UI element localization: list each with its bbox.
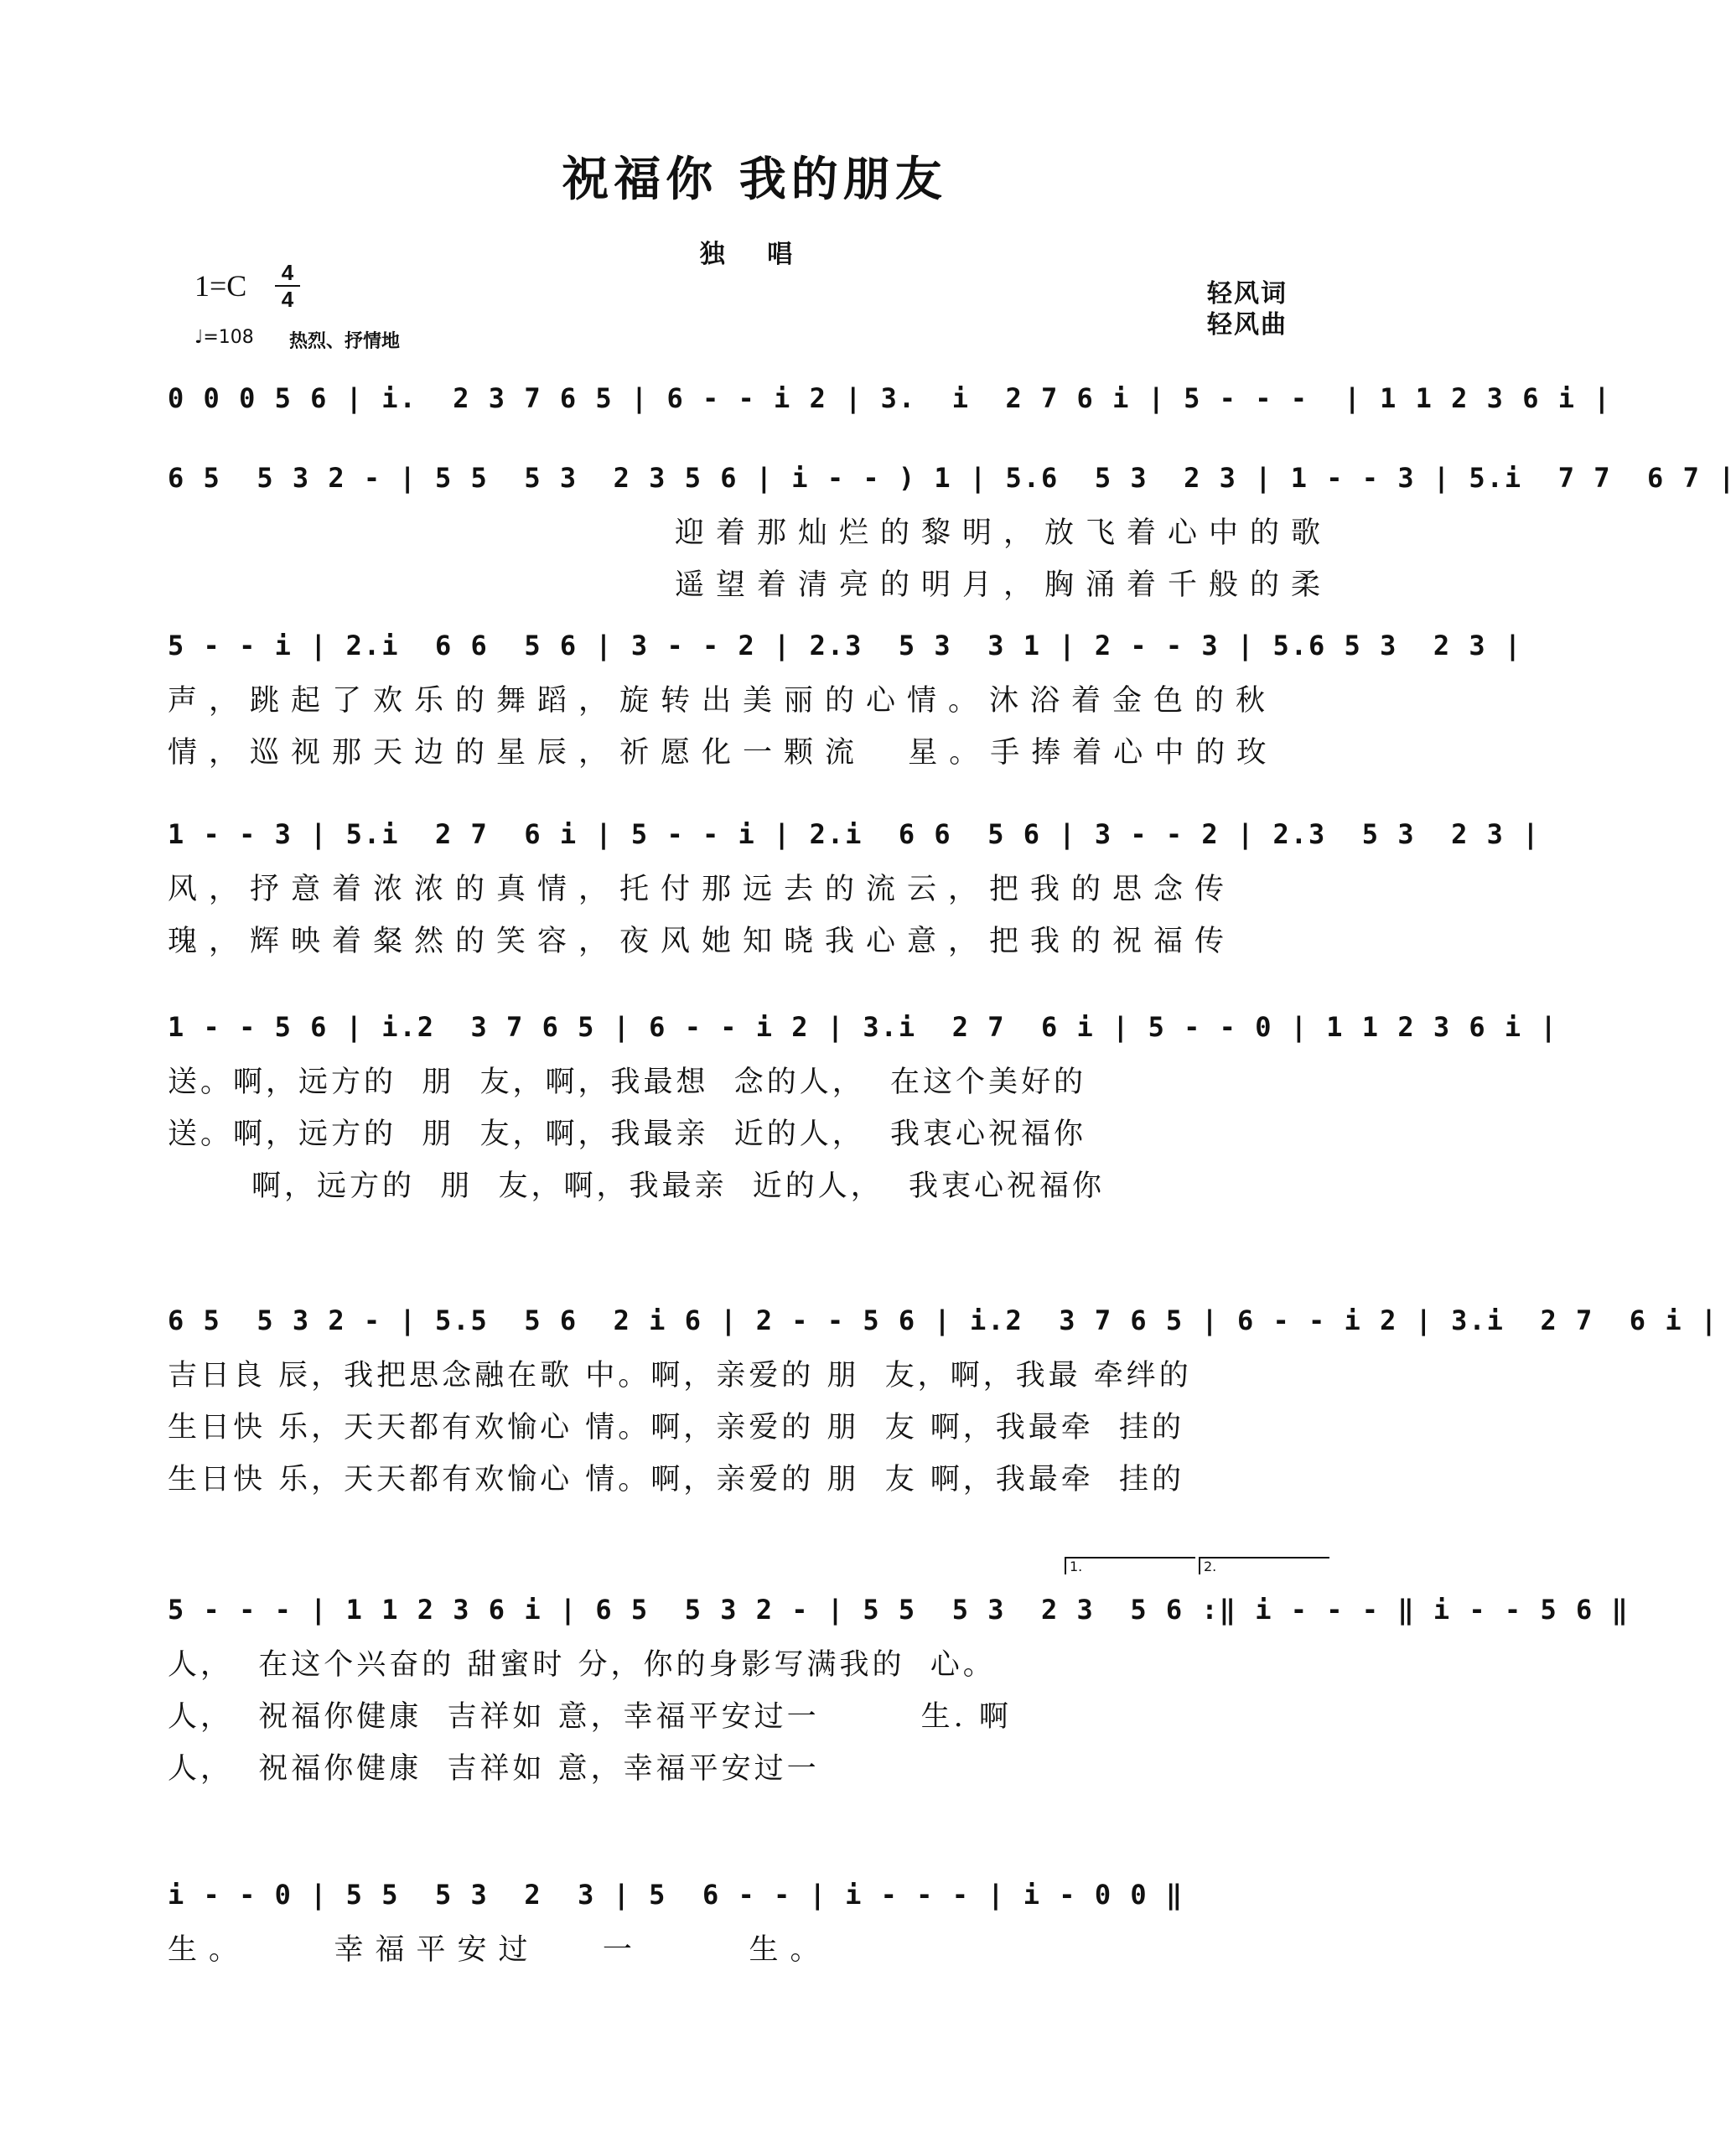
- system-6: [168, 1291, 1719, 1506]
- system-3: [168, 616, 1523, 779]
- time-signature: [275, 262, 300, 310]
- lyric-verse-2: 送。啊，远方的 朋 友，啊，我最亲 近的人， 我衷心祝福你: [168, 1118, 1087, 1151]
- key-signature: 1=C: [194, 269, 247, 303]
- system-4: [168, 805, 1541, 967]
- system-2: [168, 449, 1736, 611]
- notation-line: 6 5 5 3 2 - | 5.5 5 6 2 i 6 | 2 - - 5 6 | i.2 3 7 6 5 | 6 - - i 2 | 3.i 2 7 6 i |: [168, 1304, 1719, 1336]
- notation-line: i - - 0 | 5 5 5 3 2 3 | 5 6 - - | i - - - | i - 0 0 ‖: [168, 1879, 1184, 1911]
- system-8: [168, 1865, 1354, 1976]
- notation-line: 0 0 0 5 6 | i. 2 3 7 6 5 | 6 - - i 2 | 3. i 2 7 6 i | 5 - - - | 1 1 2 3 6 i |: [168, 382, 1612, 414]
- composer-credit: 轻风曲: [1207, 310, 1288, 340]
- song-title: 祝福你 我的朋友: [562, 153, 947, 207]
- notation-line: 5 - - i | 2.i 6 6 5 6 | 3 - - 2 | 2.3 5 3 3 1 | 2 - - 3 | 5.6 5 3 2 3 |: [168, 630, 1523, 661]
- notation-line: 5 - - - | 1 1 2 3 6 i | 6 5 5 3 2 - | 5 5 5 3 2 3 5 6 :‖ i - - - ‖ i - - 5 6 ‖: [168, 1594, 1630, 1626]
- lyric-verse-2: 瑰，辉映着粲然的笑容，夜风她知晓我心意，把我的祝福传: [168, 925, 1236, 958]
- system-7: [168, 1559, 1630, 1795]
- lyric-verse-1: 声，跳起了欢乐的舞蹈，旋转出美丽的心情。沐浴着金色的秋: [168, 684, 1277, 718]
- lyricist-credit: 轻风词: [1207, 279, 1288, 309]
- lyric-verse-2: 生日快 乐，天天都有欢愉心 情。啊，亲爱的 朋 友 啊，我最牵 挂的: [168, 1411, 1185, 1444]
- lyric-verse-1: 吉日良 辰，我把思念融在歌 中。啊，亲爱的 朋 友，啊，我最 牵绊的: [168, 1359, 1192, 1393]
- lyric-verse-3: 生日快 乐，天天都有欢愉心 情。啊，亲爱的 朋 友 啊，我最牵 挂的: [168, 1463, 1185, 1496]
- lyric-verse-1: 迎着那灿烂的黎明，放飞着心中的歌: [675, 516, 1333, 550]
- lyric-verse-1: 送。啊，远方的 朋 友，啊，我最想 念的人， 在这个美好的: [168, 1066, 1087, 1099]
- expression-marking: 热烈、抒情地: [289, 331, 401, 352]
- system-5: [168, 998, 1558, 1212]
- notation-line: 1 - - 5 6 | i.2 3 7 6 5 | 6 - - i 2 | 3.i 2 7 6 i | 5 - - 0 | 1 1 2 3 6 i |: [168, 1011, 1558, 1043]
- lyric-verse-2: 情，巡视那天边的星辰，祈愿化一颗流 星。手捧着心中的玫: [168, 736, 1278, 770]
- volta-2: 2.: [1199, 1557, 1329, 1574]
- notation-line: 6 5 5 3 2 - | 5 5 5 3 2 3 5 6 | i - - ) 1 | 5.6 5 3 2 3 | 1 - - 3 | 5.i 7 7 6 7 |: [168, 462, 1736, 494]
- notation-line: 1 - - 3 | 5.i 2 7 6 i | 5 - - i | 2.i 6 6 5 6 | 3 - - 2 | 2.3 5 3 2 3 |: [168, 818, 1541, 850]
- lyric-verse-3: 人， 祝福你健康 吉祥如 意，幸福平安过一: [168, 1752, 820, 1786]
- tempo-marking: ♩=108: [194, 327, 254, 348]
- lyric-verse-1: 风，抒意着浓浓的真情，托付那远去的流云，把我的思念传: [168, 873, 1236, 906]
- lyric-verse-1: 生。 幸福平安过 一 生。: [168, 1933, 832, 1967]
- lyric-verse-1: 人， 在这个兴奋的 甜蜜时 分，你的身影写满我的 心。: [168, 1648, 996, 1682]
- time-top: 4: [281, 260, 294, 285]
- lyric-verse-2: 遥望着清亮的明月，胸涌着千般的柔: [675, 568, 1333, 602]
- time-bottom: 4: [281, 287, 294, 312]
- system-1: [168, 369, 1612, 428]
- performance-type: 独 唱: [699, 240, 810, 269]
- lyric-verse-3: 啊，远方的 朋 友，啊，我最亲 近的人， 我衷心祝福你: [251, 1170, 1106, 1203]
- volta-1: 1.: [1065, 1557, 1195, 1574]
- lyric-verse-2: 人， 祝福你健康 吉祥如 意，幸福平安过一 生. 啊: [168, 1700, 1012, 1734]
